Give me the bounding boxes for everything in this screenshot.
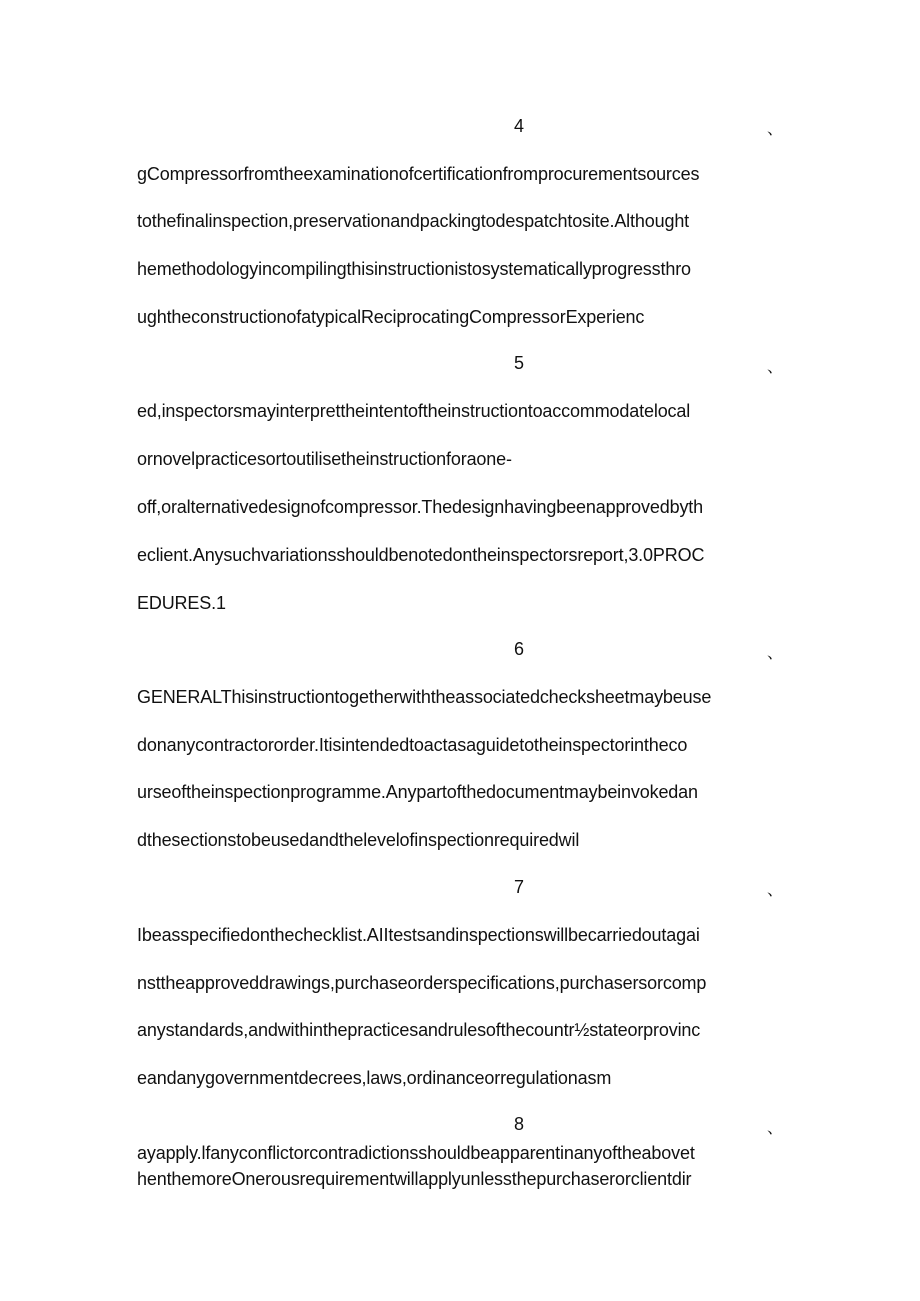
page-marker-mark: 、 [767,359,784,376]
page-marker-number: 4 [514,116,525,136]
text-line: GENERALThisinstructiontogetherwiththeassociatedchecksheetmaybeuse [137,687,712,707]
page-marker-number: 8 [514,1114,525,1134]
text-line: off,oralternativedesignofcompressor.Thedesignhavingbeenapprovedbyth [137,497,704,517]
text-line: ayapply.lfanyconflictorcontradictionsshouldbeapparentinanyoftheabovet [137,1143,695,1163]
page-marker-mark: 、 [767,882,784,899]
text-line: EDURES.1 [137,593,226,613]
text-line: hemethodologyincompilingthisinstructionistosystematicallyprogressthro [137,259,691,279]
text-line: Ibeasspecifiedonthechecklist.AIItestsandinspectionswillbecarriedoutagai [137,925,700,945]
page-marker-mark: 、 [767,1120,784,1137]
page-marker-number: 5 [514,353,525,373]
page-marker-mark: 、 [767,121,784,138]
page-marker-mark: 、 [767,645,784,662]
text-line: anystandards,andwithinthepracticesandrulesofthecountr½stateorprovinc [137,1020,701,1040]
page-marker-number: 7 [514,877,525,897]
text-line: ornovelpracticesortoutilisetheinstructionforaone- [137,449,512,469]
text-line: urseoftheinspectionprogramme.Anypartofthedocumentmaybeinvokedan [137,782,698,802]
text-line: tothefinalinspection,preservationandpackingtodespatchtosite.Althought [137,211,690,231]
text-line: ed,inspectorsmayinterprettheintentoftheinstructiontoaccommodatelocal [137,401,691,421]
page-marker-number: 6 [514,639,525,659]
text-line: eandanygovernmentdecrees,laws,ordinanceorregulationasm [137,1068,612,1088]
text-line: eclient.Anysuchvariationsshouldbenotedontheinspectorsreport,3.0PROC [137,545,705,565]
text-line: henthemoreOnerousrequirementwillapplyunlessthepurchaserorclientdir [137,1169,692,1189]
text-line: nsttheapproveddrawings,purchaseorderspecifications,purchasersorcomp [137,973,707,993]
text-line: gCompressorfromtheexaminationofcertificationfromprocurementsources [137,164,700,184]
text-line: dthesectionstobeusedandthelevelofinspectionrequiredwil [137,830,580,850]
text-line: donanycontractororder.Itisintendedtoactasaguidetotheinspectorintheco [137,735,688,755]
text-line: ughtheconstructionofatypicalReciprocatingCompressorExperienc [137,307,645,327]
